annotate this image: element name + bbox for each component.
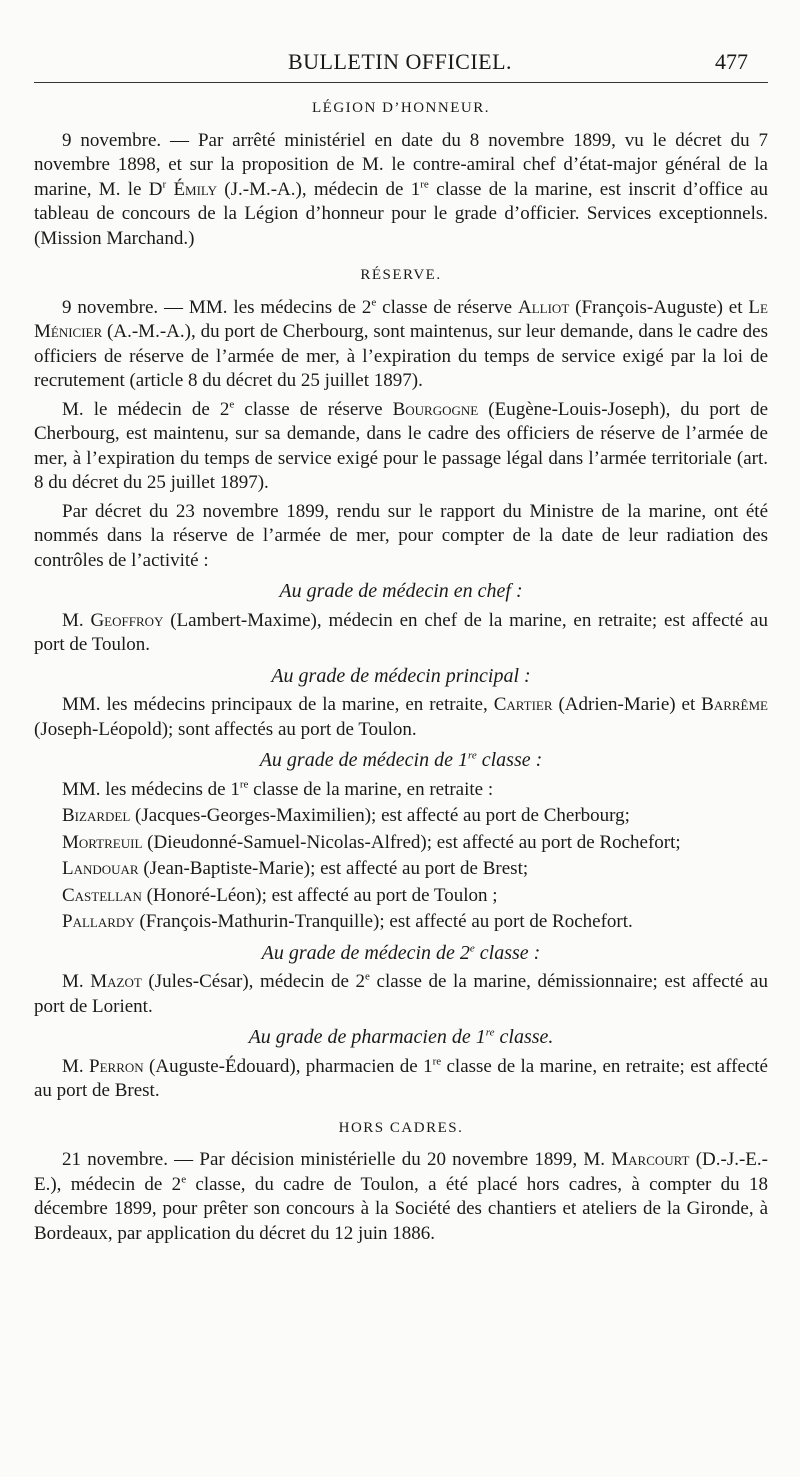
text-run: MM. les médecins de 1: [62, 778, 240, 800]
superscript: e: [181, 1173, 187, 1186]
person-name: Mazot: [90, 971, 142, 992]
paragraph-medecin-principal: [34, 693, 768, 742]
paragraph-reserve-1: [34, 296, 768, 394]
person-name: Bizardel: [62, 805, 131, 826]
text-run: classe :: [476, 749, 543, 771]
superscript: re: [420, 178, 429, 191]
text-run: M.: [62, 609, 91, 631]
page-number: 477: [715, 49, 748, 74]
text-run: classe de la marine, est inscrit d’office au tableau de concours de la Légion d’honneur pour le grade d’officier. Services exceptionnels. (Mission Marchand.): [34, 178, 769, 249]
text-run: classe de la marine, en retraite; est affecté au port de Brest.: [34, 1055, 768, 1101]
superscript: re: [239, 778, 249, 791]
text-run: (Jean-Baptiste-Marie); est affecté au port de Brest;: [138, 858, 529, 879]
text-run: classe, du cadre de Toulon, a été placé hors cadres, à compter du 18 décembre 1899, pour prêter son concours à la Société des chantiers et ateliers de la Gironde, à Bordeaux, par application du décret du 12 juin 1886.: [34, 1173, 768, 1244]
page-body: [34, 96, 768, 1250]
text-run: (François-Auguste) et: [569, 296, 749, 318]
subheading-medecin-2e-classe: [34, 941, 768, 966]
person-name: Mortreuil: [62, 831, 143, 853]
text-run: (Adrien-Marie) et: [552, 694, 702, 715]
header-rule: [34, 82, 768, 83]
text-run: (D.-J.-E.-E.), médecin de 2: [34, 1149, 768, 1195]
superscript: re: [485, 1026, 495, 1039]
person-name: Le Ménicier: [34, 296, 768, 342]
text-run: (Joseph-Léopold); sont affectés au port de Toulon.: [34, 718, 417, 740]
section-heading-legion: LÉGION D’HONNEUR.: [312, 100, 490, 116]
superscript: e: [371, 296, 377, 309]
person-name: Geoffroy: [90, 609, 164, 631]
text-run: classe.: [494, 1026, 554, 1048]
text-run: (François-Mathurin-Tranquille); est affecté au port de Rochefort.: [134, 911, 633, 932]
text-run: 9 novembre. — MM. les médecins de 2: [62, 296, 372, 318]
text-run: M.: [62, 971, 91, 992]
paragraph-reserve-2: [34, 398, 768, 496]
paragraph-reserve-3: Par décret du 23 novembre 1899, rendu sur le rapport du Ministre de la marine, ont été nommés dans la réserve de l’armée de mer, pour compter de la date de leur radiation des contrôles de l’activité :: [34, 500, 768, 571]
text-run: 21 novembre. — Par décision ministérielle du 20 novembre 1899, M.: [62, 1149, 612, 1170]
text-run: (Dieudonné-Samuel-Nicolas-Alfred); est affecté au port de Rochefort;: [142, 831, 681, 853]
text-run: Au grade de médecin de 1: [259, 749, 468, 771]
text-run: classe de réserve: [376, 296, 518, 318]
text-run: 9 novembre. — Par arrêté ministériel en date du 8 novembre 1899, vu le décret du 7 novembre 1898, et sur la proposition de M. le contre-amiral chef d’état-major général de la marine, M. le D: [34, 129, 768, 200]
person-name: Castellan: [62, 884, 142, 906]
paragraph-hors-cadres: [34, 1148, 768, 1246]
superscript: e: [229, 398, 235, 411]
list-item: [34, 804, 768, 829]
text-run: (Jacques-Georges-Maximilien); est affecté au port de Cherbourg;: [130, 805, 630, 826]
person-name: Perron: [89, 1055, 144, 1077]
subheading-medecin-chef: Au grade de médecin en chef :: [279, 580, 523, 602]
subheading-medecin-1re-classe: [34, 748, 768, 773]
person-name: Pallardy: [62, 911, 135, 932]
text-run: Au grade de pharmacien de 1: [248, 1026, 486, 1048]
paragraph-pharmacien: [34, 1055, 768, 1104]
text-run: classe de la marine, démissionnaire; est affecté au port de Lorient.: [34, 971, 768, 1017]
person-name: Barrême: [701, 694, 768, 715]
person-name: Cartier: [493, 694, 553, 715]
superscript: re: [467, 749, 477, 762]
person-name: Landouar: [62, 858, 139, 879]
page-header: [0, 50, 800, 80]
superscript: r: [162, 178, 167, 191]
running-title: BULLETIN OFFICIEL.: [287, 49, 513, 74]
superscript: e: [365, 970, 370, 983]
superscript: e: [469, 941, 475, 954]
paragraph-1re-classe-intro: [34, 778, 768, 803]
text-run: (Eugène-Louis-Joseph), du port de Cherbourg, est maintenu, sur sa demande, dans le cadre des officiers de réserve de l’armée de mer, à l’expiration du temps de service exigé pour le passage légal dans l’armée territoriale (art. 8 du décret du 25 juillet 1897).: [34, 398, 769, 493]
list-item: [34, 857, 768, 882]
text-run: classe de réserve: [234, 398, 393, 420]
text-run: (Honoré-Léon); est affecté au port de Toulon ;: [141, 884, 498, 906]
text-run: (A.-M.-A.), du port de Cherbourg, sont maintenus, sur leur demande, dans le cadre des officiers de réserve de l’armée de mer, à l’expiration du temps de service exigé par la loi de recrutement (article 8 du décret du 25 juillet 1897).: [34, 321, 768, 391]
paragraph-medecin-2e-classe: [34, 970, 768, 1019]
person-name: Émily: [173, 178, 217, 200]
subheading-medecin-principal: Au grade de médecin principal :: [271, 664, 531, 687]
list-item: [34, 831, 768, 856]
paragraph-medecin-chef: [34, 609, 768, 658]
person-name: Alliot: [518, 296, 570, 318]
text-run: (J.-M.-A.), médecin de 1: [216, 178, 421, 200]
section-heading-hors-cadres: HORS CADRES.: [338, 1119, 464, 1136]
superscript: re: [432, 1055, 442, 1068]
text-run: classe :: [474, 941, 541, 964]
text-run: (Auguste-Édouard), pharmacien de 1: [143, 1055, 433, 1077]
list-item: [34, 884, 768, 909]
text-run: M. le médecin de 2: [62, 398, 230, 420]
subheading-pharmacien: [34, 1025, 768, 1050]
text-run: MM. les médecins principaux de la marine, en retraite,: [62, 694, 494, 715]
text-run: M.: [62, 1055, 90, 1077]
text-run: (Jules-César), médecin de 2: [141, 971, 366, 992]
person-name: Marcourt: [611, 1149, 690, 1170]
section-heading-reserve: RÉSERVE.: [360, 267, 442, 283]
text-run: Au grade de médecin de 2: [261, 941, 470, 964]
list-item: [34, 910, 768, 935]
text-run: (Lambert-Maxime), médecin en chef de la marine, en retraite; est affecté au port de Toulon.: [34, 609, 768, 655]
text-run: classe de la marine, en retraite :: [248, 778, 494, 800]
paragraph-legion: [34, 129, 768, 252]
person-name: Bourgogne: [392, 398, 479, 420]
